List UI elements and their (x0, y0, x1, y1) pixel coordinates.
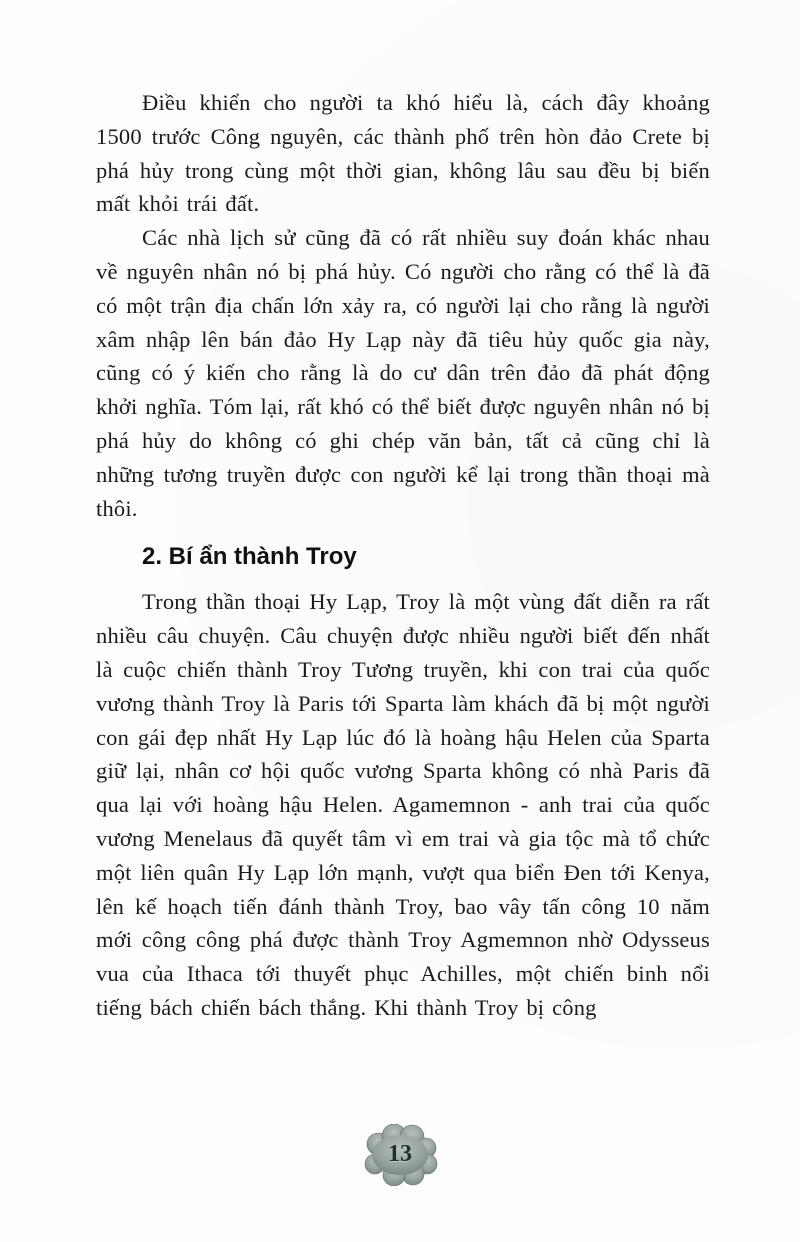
paragraph-historian-theories: Các nhà lịch sử cũng đã có rất nhiều suy đoán khác nhau về nguyên nhân nó bị phá hủy. Có người cho rằng có thể là đã có một trận địa chấn lớn xảy ra, có người lại cho rằng là người xâm nhập lên bán đảo Hy Lạp này đã tiêu hủy quốc gia này, cũng có ý kiến cho rằng là do cư dân trên đảo đã phát động khởi nghĩa. Tóm lại, rất khó có thể biết được nguyên nhân nó bị phá hủy do không có ghi chép văn bản, tất cả cũng chỉ là những tương truyền được con người kể lại trong thần thoại mà thôi. (96, 225, 710, 521)
paragraph-crete-destruction: Điều khiển cho người ta khó hiểu là, cách đây khoảng 1500 trước Công nguyên, các thành phố trên hòn đảo Crete bị phá hủy trong cùng một thời gian, không lâu sau đều bị biến mất khỏi trái đất. (96, 90, 710, 217)
paragraph-troy-story: Trong thần thoại Hy Lạp, Troy là một vùng đất diễn ra rất nhiều câu chuyện. Câu chuyện được nhiều người biết đến nhất là cuộc chiến thành Troy Tương truyền, khi con trai của quốc vương thành Troy là Paris tới Sparta làm khách đã bị một người con gái đẹp nhất Hy Lạp lúc đó là hoàng hậu Helen của Sparta giữ lại, nhân cơ hội quốc vương Sparta không có nhà Paris đã qua lại với hoàng hậu Helen. Agamemnon - anh trai của quốc vương Menelaus đã quyết tâm vì em trai và gia tộc mà tổ chức một liên quân Hy Lạp lớn mạnh, vượt qua biển Đen tới Kenya, lên kế hoạch tiến đánh thành Troy, bao vây tấn công 10 năm mới công công phá được thành Troy Agmemnon nhờ Odysseus vua của Ithaca tới thuyết phục Achilles, một chiến binh nổi tiếng bách chiến bách thắng. Khi thành Troy bị công (96, 589, 710, 1020)
page-number-badge (361, 1124, 439, 1186)
page-number: 13 (388, 1140, 412, 1167)
section-heading-troy: 2. Bí ẩn thành Troy (142, 543, 357, 571)
